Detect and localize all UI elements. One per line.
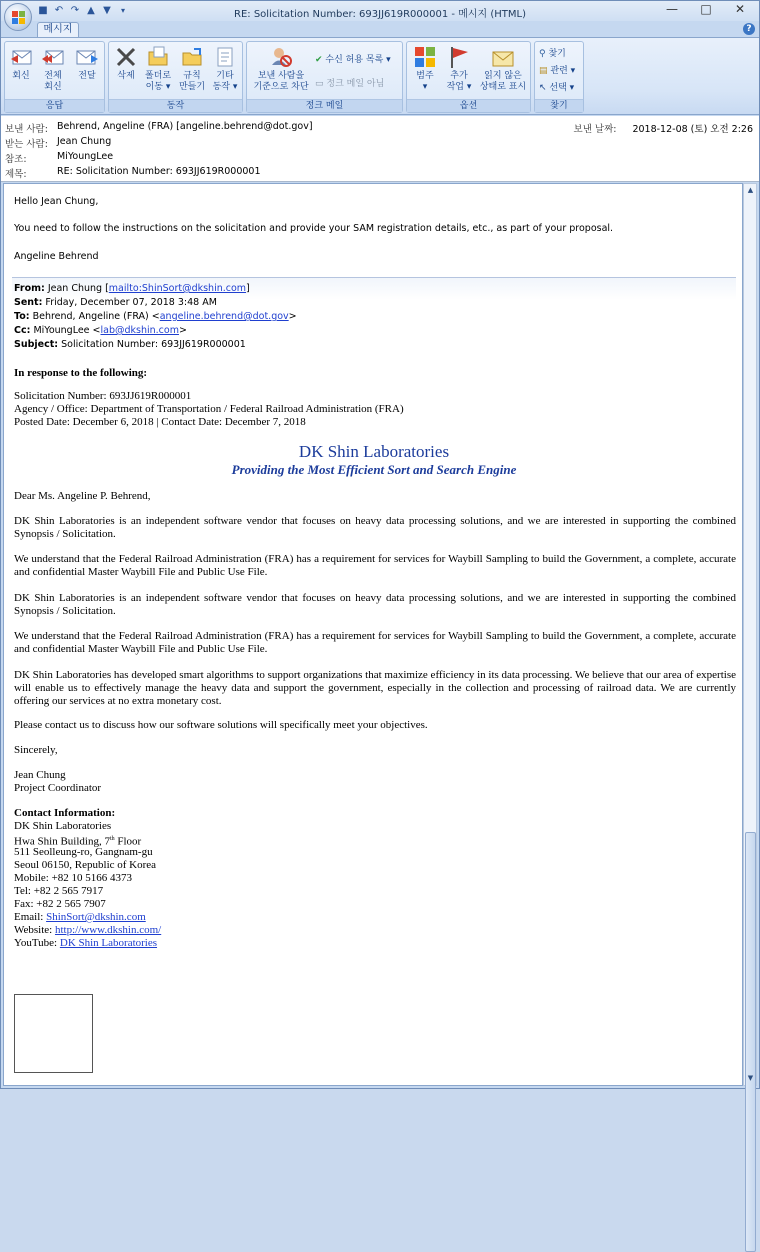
find-label: 찾기 <box>548 49 566 59</box>
follow-up-button[interactable] <box>443 45 475 93</box>
follow-up-label-1: 추가 <box>450 71 468 81</box>
group-respond-label: 응답 <box>5 99 104 112</box>
categorize-label-2: ▾ <box>422 82 428 92</box>
fwd-to-name: Behrend, Angeline (FRA) < <box>32 311 160 322</box>
fwd-subject: Solicitation Number: 693JJ619R000001 <box>61 339 246 350</box>
ribbon <box>1 37 759 115</box>
agency-office: Agency / Office: Department of Transportation / Federal Railroad Administration (FRA) <box>14 403 404 415</box>
office-logo-icon <box>12 11 26 25</box>
signature-title: Project Coordinator <box>14 782 102 794</box>
block-label-1: 보낸 사람을 <box>257 71 305 81</box>
to-label: 받는 사람: <box>5 139 48 150</box>
paragraph-2: We understand that the Federal Railroad Administration (FRA) has a requirement for services for Waybill Sampling to build the Government, a complete, accurate and confidential Master Waybill File and Public Use File. <box>14 553 736 578</box>
delete-label: 삭제 <box>117 71 135 81</box>
contact-city: Seoul 06150, Republic of Korea <box>14 859 157 871</box>
related-button[interactable] <box>539 65 575 77</box>
fwd-cc-label: Cc: <box>14 325 31 336</box>
help-icon[interactable]: ? <box>743 23 755 35</box>
save-icon[interactable]: ■ <box>38 5 48 16</box>
message-body[interactable] <box>3 183 743 1086</box>
block-sender-icon <box>269 45 293 69</box>
reply-label: 회신 <box>12 71 30 81</box>
safe-list-label: 수신 허용 목록 ▾ <box>325 55 391 65</box>
forward-icon <box>75 45 99 69</box>
rule-label-2: 만들기 <box>178 82 206 92</box>
fwd-sent-label: Sent: <box>14 297 43 308</box>
scrollbar-thumb[interactable] <box>745 832 756 1252</box>
select-button[interactable] <box>539 82 574 94</box>
youtube-link[interactable]: DK Shin Laboratories <box>59 937 158 949</box>
fwd-subject-label: Subject: <box>14 339 59 350</box>
group-actions <box>108 41 243 113</box>
dear-line: Dear Ms. Angeline P. Behrend, <box>14 490 151 502</box>
paragraph-5: DK Shin Laboratories has developed smart algorithms to support organizations that maximize efficiency in its data processing. We believe that our area of expertise will enable us to effectively manage the heavy data and support the government, especially in the collection and processing of railroad data. We are currently offering our services at no extra monetary cost. <box>14 669 736 707</box>
group-find-label: 찾기 <box>535 99 583 112</box>
customize-toolbar-icon[interactable]: ▾ <box>120 6 125 15</box>
floor-suffix: th <box>109 836 115 842</box>
contact-mobile: Mobile: +82 10 5166 4373 <box>14 872 133 884</box>
signature-image-placeholder <box>14 994 93 1073</box>
block-sender-button[interactable] <box>249 45 313 93</box>
mark-unread-button[interactable] <box>477 45 529 93</box>
fwd-from-label: From: <box>14 283 45 294</box>
unread-label-1: 읽지 않은 <box>484 71 522 81</box>
from-label: 보낸 사람: <box>5 124 48 135</box>
window-controls <box>655 1 757 19</box>
move-label-2: 이동 ▾ <box>145 82 171 92</box>
sent-date <box>574 121 753 135</box>
redo-icon[interactable]: ↷ <box>70 5 80 16</box>
contact-youtube <box>14 937 736 950</box>
contact-heading: Contact Information: <box>14 807 116 819</box>
reply-line: You need to follow the instructions on the solicitation and provide your SAM registration details, etc., as part of your proposal. <box>14 223 614 234</box>
contact-street: 511 Seolleung-ro, Gangnam-gu <box>14 846 153 858</box>
response-heading: In response to the following: <box>14 367 148 379</box>
select-cursor-icon: ↖ <box>539 83 547 93</box>
fwd-to-end: > <box>288 311 297 322</box>
maximize-button[interactable]: □ <box>700 2 712 16</box>
categorize-button[interactable] <box>410 45 440 93</box>
binoculars-icon: ⚲ <box>539 49 546 59</box>
scroll-up-arrow-icon[interactable]: ▲ <box>747 186 754 194</box>
vertical-scrollbar[interactable] <box>743 183 757 1086</box>
follow-up-label-2: 작업 ▾ <box>446 82 472 92</box>
reply-all-label-1: 전체 <box>44 71 62 81</box>
scroll-down-arrow-icon[interactable]: ▼ <box>747 1074 754 1082</box>
rule-icon <box>180 45 204 69</box>
categorize-label-1: 범주 <box>416 71 434 81</box>
fwd-sent: Friday, December 07, 2018 3:48 AM <box>45 297 217 308</box>
unread-envelope-icon <box>491 45 515 69</box>
solicitation-number: Solicitation Number: 693JJ619R000001 <box>14 390 192 402</box>
delete-button[interactable] <box>112 45 140 82</box>
tab-message[interactable]: 메시지 <box>37 22 79 38</box>
subject-value: RE: Solicitation Number: 693JJ619R000001 <box>57 166 261 177</box>
related-label: 관련 ▾ <box>550 66 576 76</box>
reply-all-label-2: 회신 <box>44 82 62 92</box>
group-options-label: 옵션 <box>407 99 530 112</box>
paragraph-3: DK Shin Laboratories is an independent software vendor that focuses on heavy data processing solutions, and we are interested in supporting the combined Synopsis / Solicitation. <box>14 592 736 617</box>
find-button[interactable] <box>539 48 566 60</box>
from-value[interactable]: Behrend, Angeline (FRA) [angeline.behrend@dot.gov] <box>57 121 313 132</box>
other-label-2: 동작 ▾ <box>212 82 238 92</box>
other-actions-button[interactable] <box>209 45 241 93</box>
signature-name: Jean Chung <box>14 769 66 781</box>
reply-all-icon <box>41 45 65 69</box>
related-icon: ▤ <box>539 66 548 76</box>
sent-date-value: 2018-12-08 (토) 오전 2:26 <box>632 124 753 135</box>
sincerely: Sincerely, <box>14 744 58 756</box>
group-options <box>406 41 531 113</box>
previous-item-icon[interactable]: ▲ <box>87 5 95 16</box>
reply-sender-name: Angeline Behrend <box>14 251 99 262</box>
not-junk-icon: ▭ <box>315 79 324 89</box>
title-bar <box>1 1 759 21</box>
fwd-to-link[interactable]: angeline.behrend@dot.gov <box>159 311 289 322</box>
fwd-to-label: To: <box>14 311 30 322</box>
posted-date: Posted Date: December 6, 2018 | Contact Date: December 7, 2018 <box>14 416 306 428</box>
minimize-button[interactable]: — <box>666 2 678 16</box>
contact-fax: Fax: +82 2 565 7907 <box>14 898 106 910</box>
fwd-from-name: Jean Chung [ <box>47 283 109 294</box>
flag-icon <box>447 45 471 69</box>
greeting: Hello Jean Chung, <box>14 196 99 207</box>
youtube-label: YouTube: <box>14 937 60 949</box>
not-junk-label: 정크 메일 아님 <box>326 79 385 89</box>
group-junk <box>246 41 403 113</box>
sent-date-label: 보낸 날짜: <box>573 124 617 135</box>
website-link[interactable]: http://www.dkshin.com/ <box>54 924 162 936</box>
contact-tel: Tel: +82 2 565 7917 <box>14 885 104 897</box>
contact-email <box>14 911 736 924</box>
reply-button[interactable] <box>7 45 35 82</box>
fwd-cc-end: > <box>178 325 187 336</box>
move-label-1: 폴더로 <box>144 71 172 81</box>
contact-company: DK Shin Laboratories <box>14 820 112 832</box>
categorize-icon <box>413 45 437 69</box>
fwd-cc-link[interactable]: lab@dkshin.com <box>100 325 179 336</box>
undo-icon[interactable]: ↶ <box>54 5 64 16</box>
close-button[interactable]: ✕ <box>734 2 746 16</box>
reply-icon <box>9 45 33 69</box>
email-link[interactable]: ShinSort@dkshin.com <box>46 911 146 923</box>
building-floor: Floor <box>117 835 142 848</box>
forward-button[interactable] <box>72 45 102 82</box>
not-junk-button[interactable] <box>315 78 384 90</box>
group-actions-label: 동작 <box>109 99 242 112</box>
other-label-1: 기타 <box>216 71 234 81</box>
fwd-cc-name: MiYoungLee < <box>33 325 101 336</box>
forwarded-header <box>12 277 736 351</box>
fwd-from-end: ] <box>246 283 250 294</box>
delete-x-icon <box>114 45 138 69</box>
next-item-icon[interactable]: ▼ <box>103 5 111 16</box>
company-name-heading: DK Shin Laboratories <box>298 442 450 461</box>
email-label: Email: <box>14 911 47 923</box>
safe-list-icon: ✔ <box>315 55 323 65</box>
contact-website <box>14 924 736 937</box>
group-junk-label: 정크 메일 <box>247 99 402 112</box>
folder-move-icon <box>146 45 170 69</box>
fwd-from-link[interactable]: mailto:ShinSort@dkshin.com <box>108 283 247 294</box>
cc-value[interactable]: MiYoungLee <box>57 151 114 162</box>
block-label-2: 기준으로 차단 <box>253 82 309 92</box>
paragraph-4: We understand that the Federal Railroad Administration (FRA) has a requirement for services for Waybill Sampling to build the Government, a complete, accurate and confidential Master Waybill File and Public Use File. <box>14 630 736 655</box>
subject-label: 제목: <box>5 169 27 180</box>
safe-senders-list-button[interactable] <box>315 54 391 66</box>
message-header <box>1 116 759 182</box>
website-label: Website: <box>14 924 55 936</box>
paragraph-1: DK Shin Laboratories is an independent software vendor that focuses on heavy data processing solutions, and we are interested in supporting the combined Synopsis / Solicitation. <box>14 515 736 540</box>
select-label: 선택 ▾ <box>549 83 575 93</box>
group-respond <box>4 41 105 113</box>
to-value[interactable]: Jean Chung <box>57 136 112 147</box>
window-title: RE: Solicitation Number: 693JJ619R000001 - 메시지 (HTML) <box>234 9 526 20</box>
create-rule-button[interactable] <box>176 45 208 93</box>
rule-label-1: 규칙 <box>183 71 201 81</box>
office-button[interactable] <box>4 3 32 31</box>
paragraph-6: Please contact us to discuss how our software solutions will specifically meet your objectives. <box>14 719 428 731</box>
other-actions-icon <box>213 45 237 69</box>
building-name: Hwa Shin Building, 7 <box>14 835 110 848</box>
group-find <box>534 41 584 113</box>
forward-label: 전달 <box>78 71 96 81</box>
move-to-folder-button[interactable] <box>142 45 174 93</box>
company-tagline: Providing the Most Efficient Sort and Search Engine <box>231 462 517 477</box>
ribbon-tab-row <box>1 21 759 38</box>
cc-label: 참조: <box>5 154 27 165</box>
unread-label-2: 상태로 표시 <box>479 82 527 92</box>
reply-all-button[interactable] <box>38 45 68 93</box>
